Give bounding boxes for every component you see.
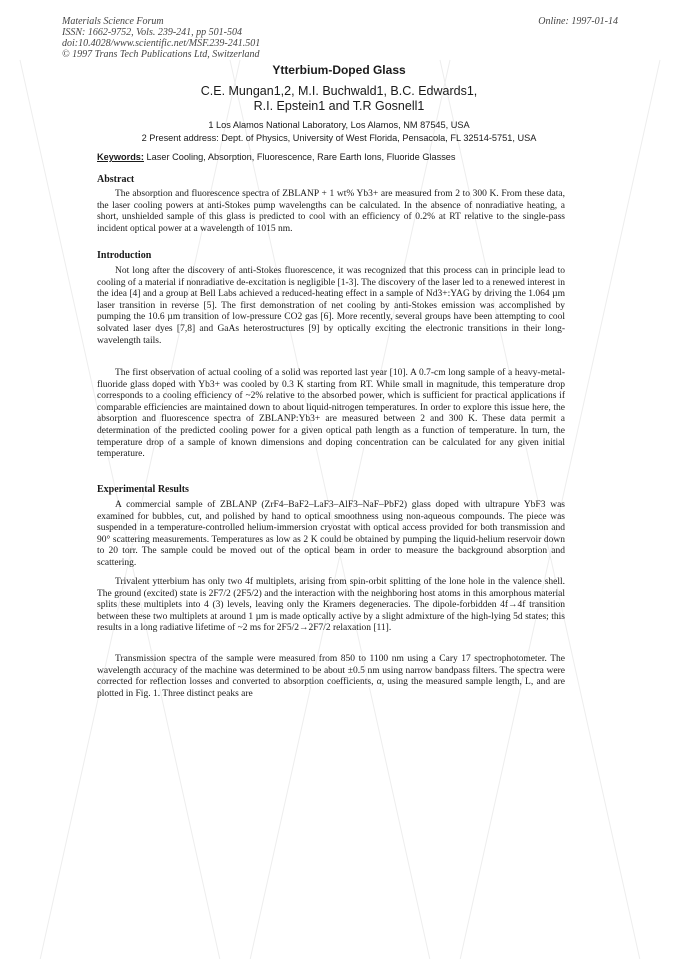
abstract-heading: Abstract [97, 174, 135, 185]
experimental-paragraph-3: Transmission spectra of the sample were measured from 850 to 1100 nm using a Cary 17 spectrophotometer. The wavelength accuracy of the machine was determined to be about ±0.5 nm using narrow bandpass filters. The spectra were corrected for reflection losses and converted to absorption coefficients, α, using the measured sample length, L, and are plotted in Fig. 1. Three distinct peaks are [97, 654, 565, 699]
experimental-heading: Experimental Results [97, 484, 189, 495]
journal-name: Materials Science Forum [62, 16, 164, 27]
introduction-paragraph-2: The first observation of actual cooling of a solid was reported last year [10]. A 0.7-cm long sample of a heavy-metal-fluoride glass doped with Yb3+ was cooled by 0.3 K starting from RT. While small in magnitude, this temperature drop corresponds to a cooling efficiency of ~2% relative to the absorbed power, which is sufficient for practical applications if comparable efficiencies are maintained down to about liquid-nitrogen temperatures. In order to explore this issue here, the absorption and fluorescence spectra of ZBLANP:Yb3+ are measured between 2 and 300 K. These data permit a determination of the predicted cooling power for a given optical path length as a function of temperature. In turn, the temperature drop of a sample of known dimensions and doping concentration can be calculated for any given initial temperature. [97, 368, 565, 460]
experimental-paragraph-2: Trivalent ytterbium has only two 4f multiplets, arising from spin-orbit splitting of the lone hole in the valence shell. The ground (excited) state is 2F7/2 (2F5/2) and the interaction with the neighboring host atoms in this amorphous material splits these multiplets into 4 (3) levels, leaving only the Kramers degeneracies. The dipole-forbidden 4f→4f transition between these two multiplets at around 1 µm is made optically active by a slight admixture of the high-lying 5d states; this results in a long radiative lifetime of ~2 ms for 2F5/2→2F7/2 relaxation [11]. [97, 577, 565, 634]
publication-header [62, 16, 622, 60]
paper-title: Ytterbium-Doped Glass [272, 63, 406, 77]
experimental-paragraph-1: A commercial sample of ZBLANP (ZrF4–BaF2–LaF3–AlF3–NaF–PbF2) glass doped with ultrapure YbF3 was examined for bubbles, cut, and polished by hand to optical smoothness using non-aqueous compounds. The piece was suspended in a temperature-controlled helium-immersion cryostat with optical access provided for both transmission and 90° scattering measurements. Temperatures as low as 2 K could be obtained by pumping the liquid-helium reservoir down to 20 torr. The sample could be moved out of the optical beam in order to measure the background absorption and scattering. [97, 500, 565, 568]
copyright-line: © 1997 Trans Tech Publications Ltd, Switzerland [62, 49, 260, 60]
keywords-list: Laser Cooling, Absorption, Fluorescence, Rare Earth Ions, Fluoride Glasses [146, 152, 456, 162]
online-date: Online: 1997-01-14 [538, 16, 618, 27]
affiliation-2: 2 Present address: Dept. of Physics, University of West Florida, Pensacola, FL 32514-5751, USA [141, 133, 537, 143]
doi-line[interactable]: doi:10.4028/www.scientific.net/MSF.239-241.501 [62, 38, 261, 49]
introduction-paragraph-1: Not long after the discovery of anti-Stokes fluorescence, it was recognized that this process can in principle lead to cooling of a material if nonradiative de-excitation is negligible [1-3]. The discovery of the laser led to a renewed interest in the idea [4] and a group at Bell Labs achieved a reduced-heating effect in a sample of Nd3+:YAG by driving the 1.064 µm laser transition in reverse [5]. The first demonstration of net cooling by anti-Stokes emission was accomplished by pumping the 10.6 µm transition of low-pressure CO2 gas [6]. More recently, several groups have been attempting to cool solvated laser dyes [7,8] and GaAs heterostructures [9] by optically exciting the electronic transitions in their long-wavelength tails. [97, 266, 565, 346]
issn-line: ISSN: 1662-9752, Vols. 239-241, pp 501-504 [62, 27, 242, 38]
affiliation-1: 1 Los Alamos National Laboratory, Los Alamos, NM 87545, USA [208, 120, 470, 130]
authors-line-2: R.I. Epstein1 and T.R Gosnell1 [253, 99, 425, 113]
keywords-label: Keywords: [97, 152, 144, 162]
authors-line-1: C.E. Mungan1,2, M.I. Buchwald1, B.C. Edwards1, [200, 84, 478, 98]
keywords [97, 152, 456, 162]
introduction-heading: Introduction [97, 250, 152, 261]
abstract-text: The absorption and fluorescence spectra of ZBLANP + 1 wt% Yb3+ are measured from 2 to 300 K. From these data, the laser cooling powers at anti-Stokes pump wavelengths can be calculated. In the absence of nonradiative heating, a short, unshielded sample of this glass is predicted to cool with an efficiency of 0.2% at RT relative to the single-pass incident optical power at a wavelength of 1015 nm. [97, 189, 565, 234]
